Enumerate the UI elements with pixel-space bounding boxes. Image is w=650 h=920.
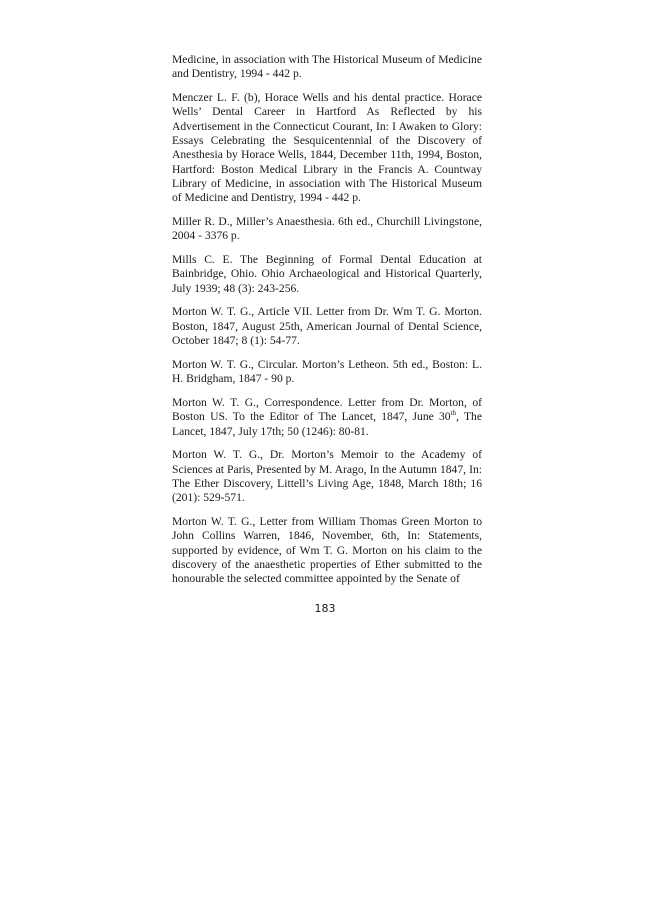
reference-entry: Miller R. D., Miller’s Anaesthesia. 6th ed., Churchill Livingstone, 2004 - 3376 p. (172, 214, 482, 243)
reference-entry: Morton W. T. G., Dr. Morton’s Memoir to the Academy of Sciences at Paris, Presented by M. Arago, In the Autumn 1847, In: The Ether Discovery, Littell’s Living Age, 1848, March 18th; 16 (201): 529-571. (172, 448, 482, 505)
page-number: 183 (314, 602, 336, 615)
reference-entry: Morton W. T. G., Article VII. Letter from Dr. Wm T. G. Morton. Boston, 1847, August 25th, American Journal of Dental Science, October 1847; 8 (1): 54-77. (172, 305, 482, 348)
superscript-ordinal: th (450, 409, 457, 418)
reference-entry: Medicine, in association with The Historical Museum of Medicine and Dentistry, 1994 - 442 p. (172, 53, 482, 81)
reference-entry: Morton W. T. G., Letter from William Thomas Green Morton to John Collins Warren, 1846, November, 6th, In: Statements, supported by evidence, of Wm T. G. Morton on his claim to the discovery of the anaesthetic properties of Ether submitted to the honourable the selected committee appointed by the Senate of (172, 515, 482, 586)
reference-text: , The Lancet, 1847, July 17th; 50 (1246): 80-81. (172, 410, 482, 438)
reference-text: Morton W. T. G., Correspondence. Letter from Dr. Morton, of Boston US. To the Editor of The Lancet, 1847, June 30 (172, 395, 482, 424)
reference-entry: Mills C. E. The Beginning of Formal Dental Education at Bainbridge, Ohio. Ohio Archaeological and Historical Quarterly, July 1939; 48 (3): 243-256. (172, 253, 482, 295)
reference-entry: Menczer L. F. (b), Horace Wells and his dental practice. Horace Wells’ Dental Career in Hartford As Reflected by his Advertisement in the Connecticut Courant, In: I Awaken to Glory: Essays Celebrating the Sesquicentennial of the Discovery of Anesthesia by Horace Wells, 1844, December 11th, 1994, Boston, Hartford: Boston Medical Library in the Francis A. Countway Library of Medicine, in association with The Historical Museum of Medicine and Dentistry, 1994 - 442 p. (172, 91, 482, 205)
reference-entry: Morton W. T. G., Circular. Morton’s Letheon. 5th ed., Boston: L. H. Bridgham, 1847 - 90 p. (172, 357, 482, 386)
reference-entry-lancet (172, 396, 482, 439)
reference-list (172, 53, 482, 596)
